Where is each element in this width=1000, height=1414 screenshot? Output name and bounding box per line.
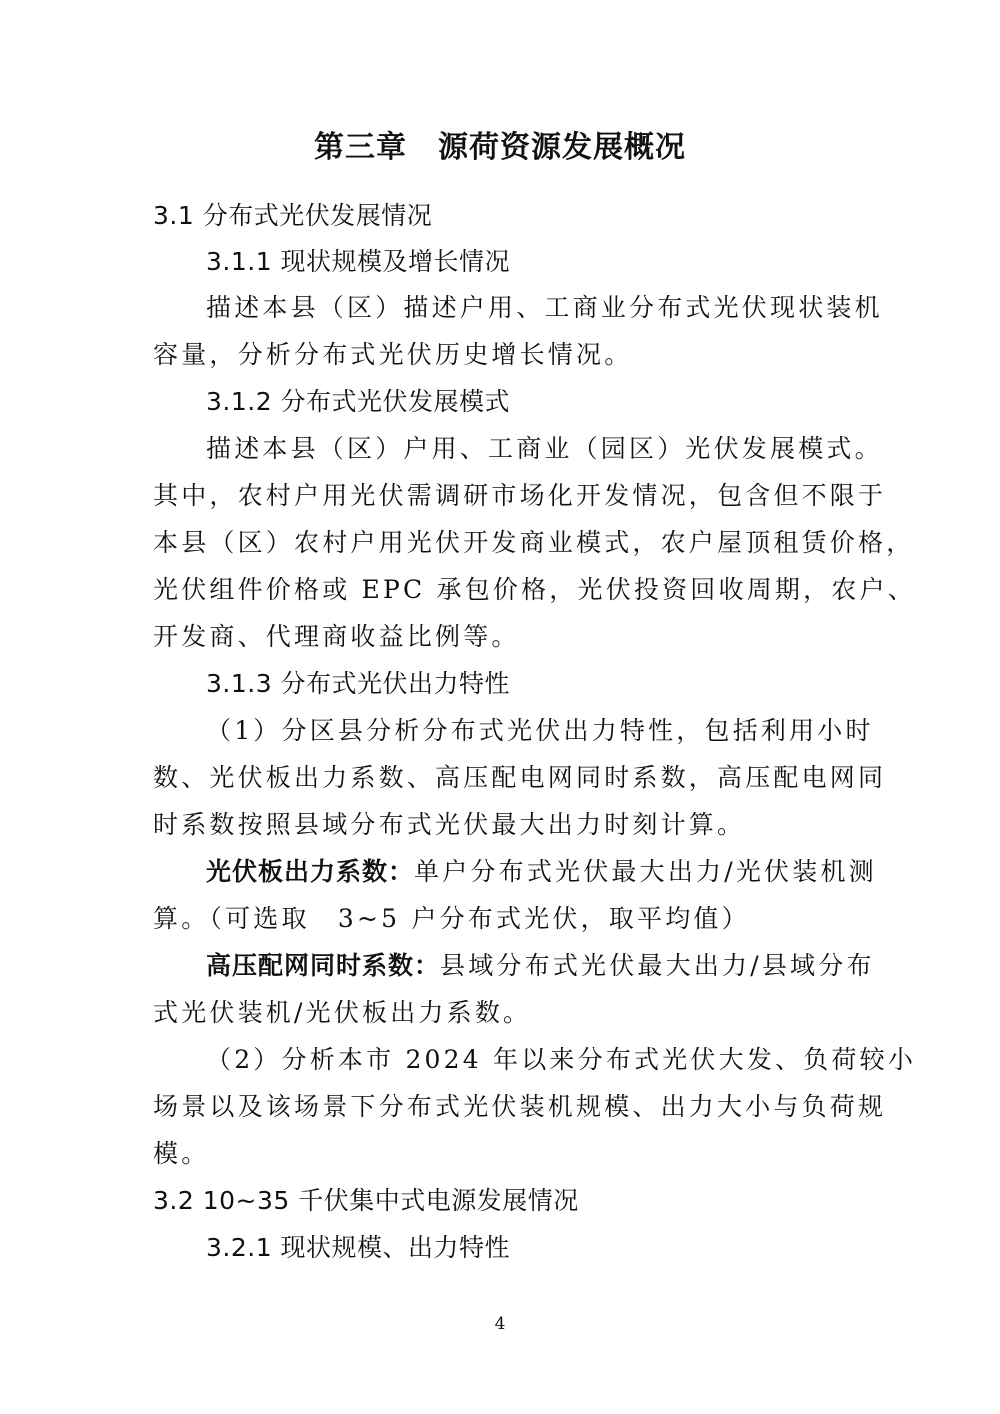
paragraph-line: 本县（区）农村户用光伏开发商业模式，农户屋顶租赁价格， (153, 528, 915, 557)
definition-text: 县域分布式光伏最大出力/县域分布 (440, 951, 875, 980)
paragraph-line: （1）分区县分析分布式光伏出力特性，包括利用小时 (206, 716, 874, 745)
chapter-title: 第三章 源荷资源发展概况 (314, 130, 686, 165)
definition-line (206, 950, 875, 982)
paragraph-line: 模。 (153, 1139, 210, 1168)
section-3-1-heading: 3.1 分布式光伏发展情况 (153, 201, 433, 230)
paragraph-line: 容量，分析分布式光伏历史增长情况。 (153, 340, 633, 369)
section-3-2-heading: 3.2 10~35 千伏集中式电源发展情况 (153, 1186, 579, 1215)
paragraph-line: 光伏组件价格或 EPC 承包价格，光伏投资回收周期，农户、 (153, 575, 916, 604)
paragraph-line: 描述本县（区）户用、工商业（园区）光伏发展模式。 (206, 434, 883, 463)
definition-line (206, 856, 877, 888)
definition-term: 光伏板出力系数： (206, 857, 415, 886)
paragraph-line: 算。（可选取 3~5 户分布式光伏，取平均值） (153, 904, 750, 933)
paragraph-line: （2）分析本市 2024 年以来分布式光伏大发、负荷较小 (206, 1045, 917, 1074)
paragraph-line: 其中，农村户用光伏需调研市场化开发情况，包含但不限于 (153, 481, 887, 510)
section-3-1-3-heading: 3.1.3 分布式光伏出力特性 (206, 669, 511, 698)
paragraph-line: 时系数按照县域分布式光伏最大出力时刻计算。 (153, 810, 746, 839)
definition-term: 高压配网同时系数： (206, 951, 441, 980)
section-3-1-1-heading: 3.1.1 现状规模及增长情况 (206, 247, 511, 276)
paragraph-line: 描述本县（区）描述户用、工商业分布式光伏现状装机 (206, 293, 883, 322)
paragraph-line: 场景以及该场景下分布式光伏装机规模、出力大小与负荷规 (153, 1092, 887, 1121)
page-number: 4 (494, 1314, 506, 1334)
section-3-1-2-heading: 3.1.2 分布式光伏发展模式 (206, 387, 511, 416)
paragraph-line: 开发商、代理商收益比例等。 (153, 622, 520, 651)
paragraph-line: 数、光伏板出力系数、高压配电网同时系数，高压配电网同 (153, 763, 887, 792)
definition-text: 单户分布式光伏最大出力/光伏装机测 (414, 857, 877, 886)
paragraph-line: 式光伏装机/光伏板出力系数。 (153, 998, 532, 1027)
section-3-2-1-heading: 3.2.1 现状规模、出力特性 (206, 1233, 511, 1262)
